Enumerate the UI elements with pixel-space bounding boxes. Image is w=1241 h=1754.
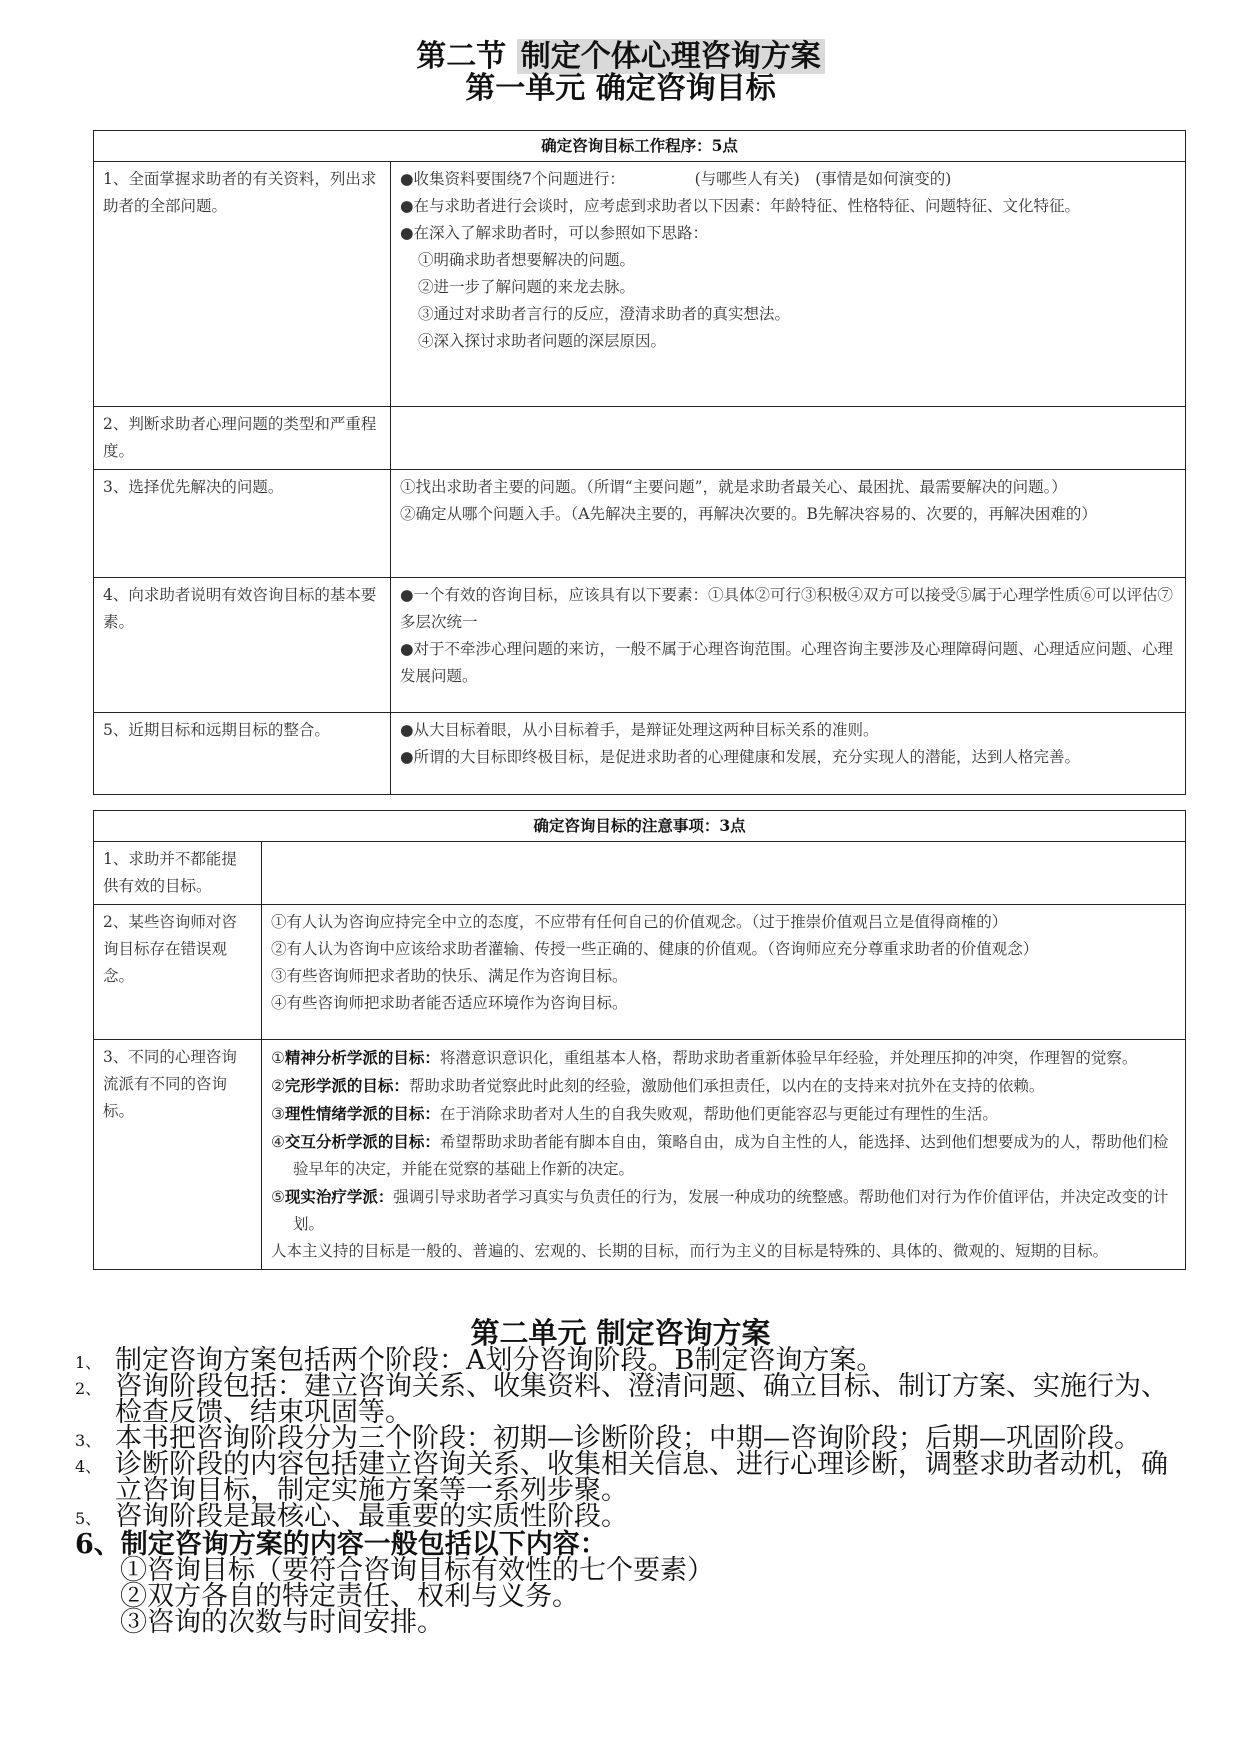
school-goal: ③理性情绪学派的目标：在于消除求助者对人生的自我失败观，帮助他们更能容忍与更能过有理性的生活。 [271, 1104, 998, 1123]
sub-item: ②双方各自的特定责任、权利与义务。 [120, 1581, 579, 1612]
goal-procedure-table [93, 130, 1186, 795]
list-item-6: 6、制定咨询方案的内容一般包括以下内容： [75, 1529, 607, 1560]
list-item: 1、 制定咨询方案包括两个阶段：A划分咨询阶段。B制定咨询方案。 [75, 1345, 884, 1376]
content-line: ②有人认为咨询中应该给求助者灌输、传授一些正确的、健康的价值观。（咨询师应充分尊重求助者的价值观念） [271, 940, 1039, 958]
section-prefix: 第二节 [416, 39, 507, 74]
content-line: ●收集资料要围绕7个问题进行： (与哪些人有关) (事情是如何演变的) [400, 170, 952, 188]
content-line: ●所谓的大目标即终极目标，是促进求助者的心理健康和发展，充分实现人的潜能，达到人格完善。 [400, 748, 1081, 766]
unit2-list [75, 1345, 1185, 1638]
row-content [391, 470, 1186, 578]
content-line: ●在深入了解求助者时，可以参照如下思路： [400, 224, 709, 242]
content-line: ②进一步了解问题的来龙去脉。 [418, 278, 636, 296]
content-line: ①有人认为咨询应持完全中立的态度，不应带有任何自己的价值观念。（过于推崇价值观吕立是值得商榷的） [271, 913, 1008, 931]
row-label: 1、求助并不都能提供有效的目标。 [94, 842, 262, 905]
row-label: 1、全面掌握求助者的有关资料，列出求助者的全部问题。 [94, 162, 391, 407]
content-line: ②确定从哪个问题入手。（A先解决主要的，再解决次要的。B先解决容易的、次要的，再解决困难的） [400, 505, 1097, 523]
row-label: 2、某些咨询师对咨询目标存在错误观念。 [94, 905, 262, 1040]
table-row [94, 713, 1186, 795]
list-item: 5、 咨询阶段是最核心、最重要的实质性阶段。 [75, 1501, 628, 1532]
list-item: 3、 本书把咨询阶段分为三个阶段：初期—诊断阶段；中期—咨询阶段；后期—巩固阶段。 [75, 1423, 1141, 1454]
row-content [391, 578, 1186, 713]
row-label: 2、判断求助者心理问题的类型和严重程度。 [94, 407, 391, 470]
content-line: ④深入探讨求助者问题的深层原因。 [418, 332, 667, 350]
section-title [0, 40, 1241, 74]
row-content [391, 407, 1186, 470]
row-content [262, 905, 1186, 1040]
table-row [94, 842, 1186, 905]
table-row [94, 1040, 1186, 1270]
summary-line: 人本主义持的目标是一般的、普遍的、宏观的、长期的目标，而行为主义的目标是特殊的、具体的、微观的、短期的目标。 [271, 1242, 1109, 1260]
table-row [94, 578, 1186, 713]
row-label: 4、向求助者说明有效咨询目标的基本要素。 [94, 578, 391, 713]
school-goal: ⑤现实治疗学派：强调引导求助者学习真实与负责任的行为，发展一种成功的统整感。帮助他们对行为作价值评估，并决定改变的计划。 [271, 1187, 1169, 1233]
content-line: ●一个有效的咨询目标，应该具有以下要素：①具体②可行③积极④双方可以接受⑤属于心理学性质⑥可以评估⑦多层次统一 [400, 586, 1174, 631]
table-row [94, 905, 1186, 1040]
row-content [391, 162, 1186, 407]
section-title-text: 制定个体心理咨询方案 [517, 39, 825, 74]
row-content [262, 1040, 1186, 1270]
content-line: ①找出求助者主要的问题。（所谓“主要问题”，就是求助者最关心、最困扰、最需要解决的问题。） [400, 478, 1067, 496]
school-goal: ④交互分析学派的目标：希望帮助求助者能有脚本自由，策略自由，成为自主性的人，能选择、达到他们想要成为的人，帮助他们检验早年的决定，并能在觉察的基础上作新的决定。 [271, 1132, 1169, 1178]
unit2-title: 第二单元 制定咨询方案 [470, 1316, 771, 1350]
content-line: ③通过对求助者言行的反应，澄清求助者的真实想法。 [418, 305, 791, 323]
school-goal: ①精神分析学派的目标：将潜意识意识化，重组基本人格，帮助求助者重新体验早年经验，并处理压抑的冲突，作理智的觉察。 [271, 1048, 1138, 1067]
content-line: ●从大目标着眼，从小目标着手，是辩证处理这两种目标关系的准则。 [400, 721, 879, 739]
table1-title: 确定咨询目标工作程序：5点 [94, 131, 1186, 162]
unit1-title: 第一单元 确定咨询目标 [465, 71, 776, 106]
content-line: ●对于不牵涉心理问题的来访，一般不属于心理咨询范围。心理咨询主要涉及心理障碍问题、心理适应问题、心理发展问题。 [400, 640, 1174, 685]
sub-item: ①咨询目标（要符合咨询目标有效性的七个要素） [120, 1555, 714, 1586]
row-label: 5、近期目标和远期目标的整合。 [94, 713, 391, 795]
table-row [94, 470, 1186, 578]
school-goal: ②完形学派的目标：帮助求助者觉察此时此刻的经验，激励他们承担责任，以内在的支持来对抗外在支持的依赖。 [271, 1076, 1045, 1095]
row-content [391, 713, 1186, 795]
table-row [94, 407, 1186, 470]
table2-title: 确定咨询目标的注意事项：3点 [94, 811, 1186, 842]
row-label: 3、选择优先解决的问题。 [94, 470, 391, 578]
list-item: 2、 咨询阶段包括：建立咨询关系、收集资料、澄清问题、确立目标、制订方案、实施行为、检查反馈、结束巩固等。 [75, 1371, 1168, 1428]
table-row [94, 162, 1186, 407]
content-line: ③有些咨询师把求者助的快乐、满足作为咨询目标。 [271, 967, 628, 985]
content-line: ●在与求助者进行会谈时，应考虑到求助者以下因素：年龄特征、性格特征、问题特征、文化特征。 [400, 197, 1081, 215]
row-label: 3、不同的心理咨询流派有不同的咨询标。 [94, 1040, 262, 1270]
list-item: 4、 诊断阶段的内容包括建立咨询关系、收集相关信息、进行心理诊断，调整求助者动机，确立咨询目标，制定实施方案等一系列步聚。 [75, 1449, 1168, 1506]
content-line: ④有些咨询师把求助者能否适应环境作为咨询目标。 [271, 994, 628, 1012]
goal-notes-table [93, 810, 1186, 1270]
row-content [262, 842, 1186, 905]
content-line: ①明确求助者想要解决的问题。 [418, 251, 636, 269]
sub-item: ③咨询的次数与时间安排。 [120, 1607, 444, 1638]
